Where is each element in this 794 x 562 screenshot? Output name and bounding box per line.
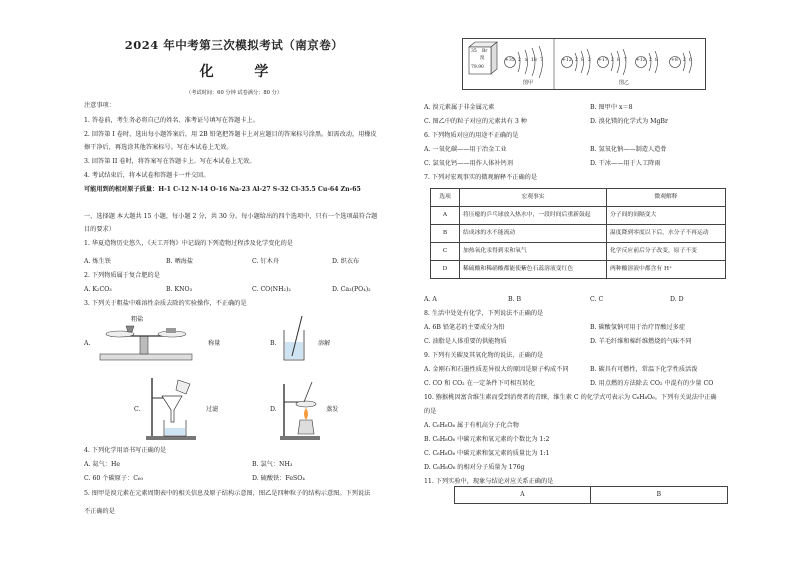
q7-stem: 7. 下列对宏观事实的微观解释不正确的是 <box>424 174 538 181</box>
ion2-shell: 2 <box>611 58 614 63</box>
section-heading-cont: 目的要求） <box>84 226 115 233</box>
q5-option-d: D. 溴化镁的化学式为 MgBr <box>590 118 668 125</box>
ion1-shell: 2 <box>575 58 578 63</box>
q1-stem: 1. 华夏造物历史悠久，《天工开物》中记载的下列造物过程涉及化学变化的是 <box>84 240 293 247</box>
table-cell: 稀硫酸和稀硝酸都能使紫色石蕊溶液变红色 <box>460 261 607 279</box>
q1-option-a: A. 炼生铁 <box>84 258 111 265</box>
table-cell: 化学反应前后分子改变，原子不变 <box>607 243 726 261</box>
q9-option-b: B. 碳具有可燃性，常温下化学性质活泼 <box>590 366 698 373</box>
ion3-nucleus: +12 <box>636 58 646 63</box>
table-cell: 将压瘪的乒乓球放入热水中，一段时间后重新鼓起 <box>460 207 607 225</box>
q2-option-c: C. CO(NH₂)₂ <box>252 286 291 293</box>
q3-d-label: 蒸发 <box>326 406 339 413</box>
q7-option-a: A. A <box>424 296 437 303</box>
table-row <box>431 243 726 261</box>
ion3-shell: 8 <box>655 58 658 63</box>
q3-a-top-label: 粗盐 <box>131 316 144 323</box>
q4-option-c: C. 60 个碳原子：C₆₀ <box>84 475 143 482</box>
filtration-figure <box>144 376 204 442</box>
q8-option-a: A. 6B 铅笔芯的主要成分为铅 <box>424 324 505 331</box>
q10-stem: 10. 猕猴桃因富含维生素而受到消费者的青睐，维生素 C 的化学式可表示为 C₆H₈O₆。下列有关说法中正确 <box>424 394 717 401</box>
br-shell: 2 <box>518 58 521 63</box>
table-cell: C <box>431 243 460 261</box>
q9-stem: 9. 下列有关碳及其氧化物的说法，正确的是 <box>424 352 544 359</box>
q9-option-d: D. 用点燃的方法除去 CO₂ 中混有的少量 CO <box>590 380 714 387</box>
q6-option-d: D. 干冰——用于人工降雨 <box>590 160 661 167</box>
table-cell: 结成冰的水不能流动 <box>460 225 607 243</box>
figure-label-jia: 图甲 <box>523 80 534 86</box>
q7-option-d: D. D <box>670 296 684 303</box>
ion4-shell: 6 <box>689 58 692 63</box>
ion2-shell: 8 <box>617 58 620 63</box>
q10-option-d: D. C₆H₈O₆ 的相对分子质量为 176g <box>424 464 525 471</box>
q10-option-a: A. C₆H₈O₆ 属于有机高分子化合物 <box>424 422 519 429</box>
table-cell: B <box>431 225 460 243</box>
note-item: 擦干净后，再选涂其他答案标号。写在本试卷上无效。 <box>84 144 233 151</box>
cell-symbol: Br <box>482 49 488 54</box>
q10-option-c: C. C₆H₈O₆ 中碳元素和氢元素的质量比为 1:1 <box>424 450 550 457</box>
cell-name: 溴 <box>480 56 485 61</box>
br-shell: 18 <box>531 58 537 63</box>
q2-option-b: B. KNO₃ <box>166 286 193 293</box>
q9-option-c: C. CO 和 CO₂ 在一定条件下可相互转化 <box>424 380 535 387</box>
table-cell: B <box>590 487 727 504</box>
subject-title: 化 学 <box>199 64 287 80</box>
br-shell: 7 <box>540 58 543 63</box>
table-header-row <box>431 189 726 207</box>
q6-option-b: B. 氢氧化钠——制造人造骨 <box>590 146 667 153</box>
table-cell: 温度降到零度以下后，水分子不再运动 <box>607 225 726 243</box>
q6-option-c: C. 氯氧化钙——用作人体补钙剂 <box>424 160 513 167</box>
beaker-stir-figure <box>280 316 310 362</box>
q7-table <box>430 188 726 279</box>
q11-table <box>454 486 728 504</box>
table-header: 选项 <box>431 189 460 207</box>
table-cell: A <box>431 207 460 225</box>
q5-option-b: B. 图甲中 x＝8 <box>590 104 633 111</box>
q4-stem: 4. 下列化学用语书写正确的是 <box>84 447 167 454</box>
table-header: 微观解释 <box>607 189 726 207</box>
table-header: 宏观事实 <box>460 189 607 207</box>
table-cell: A <box>455 487 591 504</box>
q3-a-letter: A. <box>84 340 91 347</box>
q7-option-b: B. B <box>508 296 522 303</box>
cell-mass: 79.90 <box>471 65 484 70</box>
note-item: 2. 回答第 I 卷时，选出每小题答案后，用 2B 铅笔把答题卡上对应题目的答案标号涂黑。如需改动，用橡皮 <box>84 131 377 138</box>
q6-stem: 6. 下列物质对应的用途不正确的是 <box>424 132 519 139</box>
table-row <box>431 207 726 225</box>
note-item: 3. 回答第 II 卷时，将答案写在答题卡上。写在本试卷上无效。 <box>84 158 256 165</box>
table-row <box>455 487 728 504</box>
q9-option-a: A. 金刚石和石墨性质差异很大的原因是原子构成不同 <box>424 366 569 373</box>
q6-option-a: A. 一氧化碳——用于冶金工业 <box>424 146 507 153</box>
q3-c-letter: C. <box>134 406 141 413</box>
ion2-nucleus: +17 <box>598 58 608 63</box>
q3-d-letter: D. <box>270 406 277 413</box>
table-cell: D <box>431 261 460 279</box>
ion4-shell: 2 <box>683 58 686 63</box>
ion1-shell: 8 <box>581 58 584 63</box>
table-cell: 加热氧化汞得到汞和氧气 <box>460 243 607 261</box>
br-nucleus: +35 <box>505 58 515 63</box>
table-row <box>431 261 726 279</box>
section-heading: 一、选择题 本大题共 15 小题，每小题 2 分，共 30 分。每小题给出的四个选项中，只有一个选项最符合题 <box>84 213 378 220</box>
q1-option-d: D. 织衣布 <box>332 258 360 265</box>
br-shell: x <box>525 58 528 63</box>
q8-option-c: C. 油脂是人体重要的供能物质 <box>424 338 507 345</box>
q3-b-letter: B. <box>270 340 277 347</box>
q3-stem: 3. 下列关于粗盐中难溶性杂质去除的实验操作，不正确的是 <box>84 300 247 307</box>
q3-b-label: 溶解 <box>318 340 331 347</box>
q3-a-label: 称量 <box>208 340 221 347</box>
q1-option-b: B. 晒海盐 <box>166 258 194 265</box>
q8-option-d: D. 羊毛纤维和棉纤维燃烧的气味不同 <box>590 338 692 345</box>
atomic-masses: 可能用到的相对原子质量：H-1 C-12 N-14 O-16 Na-23 Al-27 S-32 Cl-35.5 Cu-64 Zn-65 <box>84 186 361 193</box>
q5-stem: 5. 图甲是溴元素在元素周期表中的相关信息及原子结构示意图，图乙是四种粒子的结构示意图。下列说法 <box>84 490 371 497</box>
q5-stem-cont: 不正确的是 <box>84 508 115 515</box>
ion2-shell: 7 <box>624 58 627 63</box>
figure-label-yi: 图乙 <box>619 80 630 86</box>
q2-option-d: D. Ca₃(PO₄)₂ <box>332 286 371 293</box>
q4-option-a: A. 氦气：He <box>84 461 121 468</box>
q8-stem: 8. 生活中处处有化学，下列说法不正确的是 <box>424 310 544 317</box>
q10-option-b: B. C₆H₈O₆ 中碳元素和氧元素的个数比为 1:2 <box>424 436 550 443</box>
exam-timing: （考试时间：60 分钟 试卷满分：80 分） <box>186 90 282 96</box>
atom-figure-box <box>462 38 706 90</box>
ion3-shell: 2 <box>649 58 652 63</box>
exam-title: 2024 年中考第三次模拟考试（南京卷） <box>124 38 344 52</box>
ion1-shell: 2 <box>588 58 591 63</box>
ion1-nucleus: +12 <box>562 58 572 63</box>
q2-stem: 2. 下列物质属于复合肥的是 <box>84 272 160 279</box>
q5-option-c: C. 图乙中的粒子对应的元素共有 3 种 <box>424 118 527 125</box>
note-item: 1. 答卷前，考生务必将自己的姓名、准考证号填写在答题卡上。 <box>84 117 259 124</box>
note-item: 4. 考试结束后，将本试卷和答题卡一并交回。 <box>84 172 210 179</box>
q4-option-d: D. 硫酸铁：FeSO₄ <box>252 475 305 482</box>
cell-atomic-number: 35 <box>471 49 477 54</box>
q8-option-b: B. 碳酸氢钠可用于治疗胃酸过多症 <box>590 324 686 331</box>
q2-option-a: A. K₂CO₃ <box>84 286 112 293</box>
q1-option-c: C. 钉木舟 <box>252 258 280 265</box>
q5-option-a: A. 溴元素属于非金属元素 <box>424 104 495 111</box>
ion4-nucleus: +8 <box>671 58 678 63</box>
q3-c-label: 过滤 <box>206 406 219 413</box>
balance-figure <box>96 322 196 362</box>
table-cell: 分子间的间隔变大 <box>607 207 726 225</box>
q7-option-c: C. C <box>590 296 604 303</box>
q11-stem: 11. 下列实验中，现象与结论对应关系正确的是 <box>424 478 554 485</box>
evaporation-figure <box>278 380 328 442</box>
q10-stem-cont: 的是 <box>424 408 437 415</box>
table-row <box>431 225 726 243</box>
table-cell: 两种酸溶液中都含有 H⁺ <box>607 261 726 279</box>
q4-option-b: B. 氯气：NH₃ <box>252 461 293 468</box>
notes-heading: 注意事项： <box>84 102 115 109</box>
